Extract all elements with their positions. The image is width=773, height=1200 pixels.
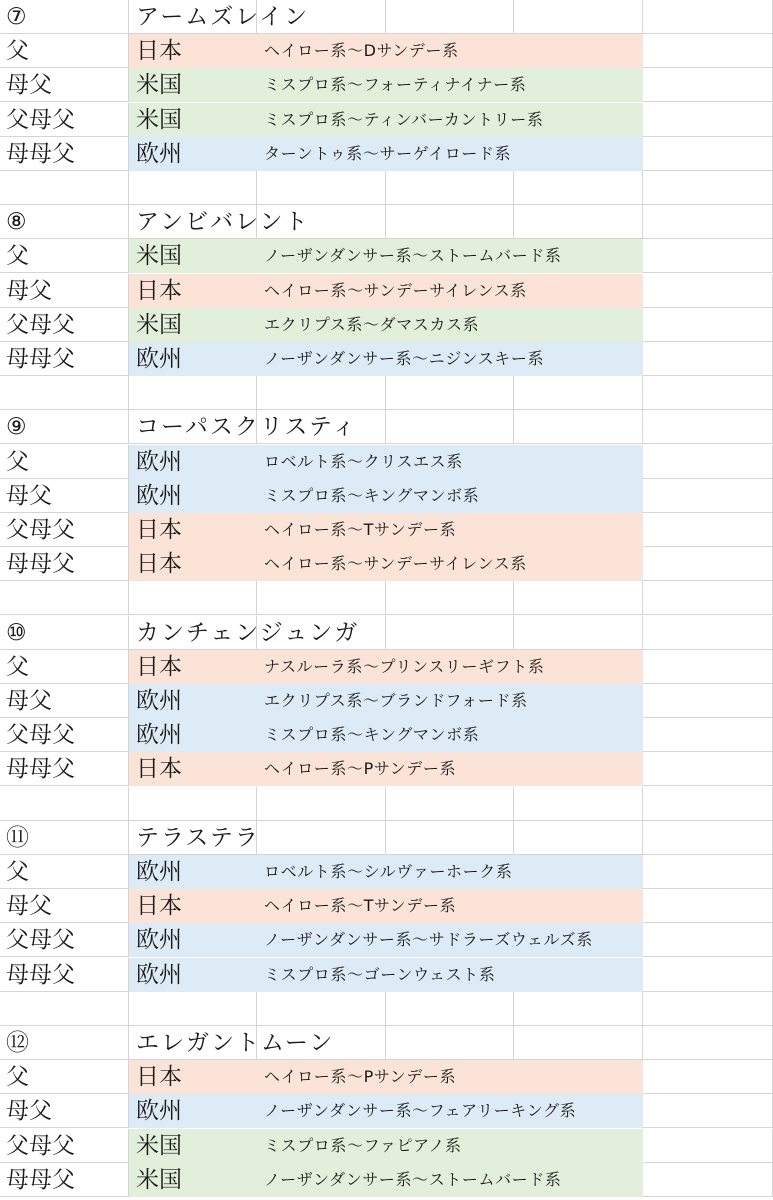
grid-cell[interactable] — [643, 616, 773, 650]
grid-cell[interactable] — [643, 787, 773, 821]
grid-cell[interactable] — [257, 821, 386, 855]
region-label: 米国 — [136, 72, 182, 98]
ancestor-label: 母父 — [6, 483, 52, 509]
horse-name: カンチェンジュンガ — [136, 620, 360, 646]
grid-cell[interactable] — [643, 68, 773, 102]
grid-cell[interactable] — [643, 137, 773, 171]
lineage-text: ターントゥ系〜サーゲイロード系 — [264, 144, 512, 163]
grid-cell[interactable] — [0, 171, 129, 205]
ancestor-label: 父 — [6, 654, 29, 680]
lineage-text: ノーザンダンサー系〜フェアリーキング系 — [264, 1101, 577, 1120]
grid-cell[interactable] — [643, 821, 773, 855]
ancestor-label: 父母父 — [6, 107, 75, 133]
horse-header-row — [0, 616, 773, 650]
region-label: 欧州 — [136, 346, 182, 372]
horse-header-row — [0, 1026, 773, 1060]
pedigree-row — [0, 239, 773, 273]
region-label: 欧州 — [136, 927, 182, 953]
grid-cell[interactable] — [257, 787, 386, 821]
pedigree-row — [0, 479, 773, 513]
grid-cell[interactable] — [129, 581, 257, 615]
region-label: 日本 — [136, 654, 182, 680]
grid-cell[interactable] — [514, 581, 643, 615]
lineage-text: ロベルト系〜クリスエス系 — [264, 452, 463, 471]
pedigree-row — [0, 137, 773, 171]
pedigree-row — [0, 68, 773, 102]
grid-cell[interactable] — [643, 992, 773, 1026]
pedigree-row — [0, 650, 773, 684]
region-label: 日本 — [136, 38, 182, 64]
pedigree-row — [0, 752, 773, 786]
ancestor-label: 母母父 — [6, 551, 75, 577]
pedigree-row — [0, 308, 773, 342]
grid-cell[interactable] — [643, 1163, 773, 1197]
ancestor-label: 父母父 — [6, 517, 75, 543]
horse-number: ⑧ — [6, 209, 27, 235]
region-label: 欧州 — [136, 859, 182, 885]
grid-cell[interactable] — [386, 616, 514, 650]
grid-cell[interactable] — [643, 239, 773, 273]
grid-cell[interactable] — [514, 1026, 643, 1060]
region-label: 米国 — [136, 243, 182, 269]
grid-cell[interactable] — [643, 308, 773, 342]
grid-cell[interactable] — [514, 0, 643, 34]
lineage-text: ミスプロ系〜ティンバーカントリー系 — [264, 110, 544, 129]
ancestor-label: 母母父 — [6, 346, 75, 372]
pedigree-row — [0, 1060, 773, 1094]
pedigree-row — [0, 342, 773, 376]
grid-cell[interactable] — [643, 650, 773, 684]
lineage-text: ノーザンダンサー系〜ストームバード系 — [264, 246, 562, 265]
grid-cell[interactable] — [643, 889, 773, 923]
lineage-text: ミスプロ系〜ファピアノ系 — [264, 1136, 462, 1155]
grid-cell[interactable] — [386, 1026, 514, 1060]
blank-row — [0, 992, 773, 1026]
blank-row — [0, 787, 773, 821]
region-label: 日本 — [136, 1064, 182, 1090]
blank-row — [0, 376, 773, 410]
grid-cell[interactable] — [643, 376, 773, 410]
region-label: 欧州 — [136, 962, 182, 988]
region-label: 欧州 — [136, 688, 182, 714]
grid-cell[interactable] — [514, 787, 643, 821]
lineage-text: ヘイロー系〜Tサンデー系 — [264, 520, 457, 539]
horse-header-row — [0, 821, 773, 855]
horse-number: ⑦ — [6, 4, 27, 30]
horse-name: エレガントムーン — [136, 1030, 335, 1056]
region-label: 日本 — [136, 551, 182, 577]
grid-cell[interactable] — [643, 958, 773, 992]
grid-cell[interactable] — [257, 376, 386, 410]
lineage-text: ヘイロー系〜Pサンデー系 — [264, 1067, 457, 1086]
horse-header-row — [0, 410, 773, 444]
horse-name: アンビバレント — [136, 209, 310, 235]
grid-cell[interactable] — [129, 376, 257, 410]
grid-cell[interactable] — [643, 684, 773, 718]
ancestor-label: 父母父 — [6, 312, 75, 338]
horse-number: ⑫ — [6, 1030, 29, 1056]
grid-cell[interactable] — [257, 581, 386, 615]
grid-cell[interactable] — [643, 513, 773, 547]
grid-cell[interactable] — [643, 1026, 773, 1060]
horse-number: ⑩ — [6, 620, 27, 646]
region-label: 米国 — [136, 1133, 182, 1159]
lineage-text: ミスプロ系〜フォーティナイナー系 — [264, 75, 527, 94]
horse-name: アームズレイン — [136, 4, 310, 30]
grid-cell[interactable] — [643, 855, 773, 889]
grid-cell[interactable] — [643, 34, 773, 68]
pedigree-row — [0, 855, 773, 889]
pedigree-row — [0, 274, 773, 308]
ancestor-label: 母父 — [6, 72, 52, 98]
grid-cell[interactable] — [129, 787, 257, 821]
blank-row — [0, 581, 773, 615]
lineage-text: ヘイロー系〜Pサンデー系 — [264, 759, 457, 778]
lineage-text: ヘイロー系〜サンデーサイレンス系 — [264, 281, 527, 300]
lineage-text: ノーザンダンサー系〜ストームバード系 — [264, 1170, 562, 1189]
lineage-text: ロベルト系〜シルヴァーホーク系 — [264, 862, 513, 881]
grid-cell[interactable] — [643, 923, 773, 957]
ancestor-label: 父 — [6, 38, 29, 64]
region-label: 日本 — [136, 893, 182, 919]
grid-cell[interactable] — [386, 581, 514, 615]
ancestor-label: 父 — [6, 449, 29, 475]
ancestor-label: 父母父 — [6, 1133, 75, 1159]
pedigree-row — [0, 684, 773, 718]
horse-header-row — [0, 205, 773, 239]
grid-cell[interactable] — [129, 171, 257, 205]
horse-header-row — [0, 0, 773, 34]
horse-name: コーパスクリスティ — [136, 414, 358, 440]
ancestor-label: 母母父 — [6, 962, 75, 988]
horse-number: ⑪ — [6, 825, 29, 851]
grid-cell[interactable] — [386, 376, 514, 410]
grid-cell[interactable] — [643, 1060, 773, 1094]
region-label: 欧州 — [136, 449, 182, 475]
ancestor-label: 母父 — [6, 278, 52, 304]
pedigree-row — [0, 1094, 773, 1128]
pedigree-row — [0, 1163, 773, 1197]
ancestor-label: 母父 — [6, 893, 52, 919]
grid-cell[interactable] — [643, 718, 773, 752]
grid-cell[interactable] — [386, 205, 514, 239]
grid-cell[interactable] — [643, 581, 773, 615]
region-label: 欧州 — [136, 141, 182, 167]
lineage-text: ミスプロ系〜キングマンボ系 — [264, 486, 480, 505]
region-label: 日本 — [136, 278, 182, 304]
pedigree-row — [0, 923, 773, 957]
grid-cell[interactable] — [643, 547, 773, 581]
grid-cell[interactable] — [257, 992, 386, 1026]
lineage-text: ミスプロ系〜キングマンボ系 — [264, 725, 480, 744]
grid-cell[interactable] — [514, 205, 643, 239]
grid-cell[interactable] — [0, 787, 129, 821]
grid-cell[interactable] — [643, 274, 773, 308]
grid-cell[interactable] — [0, 992, 129, 1026]
grid-cell[interactable] — [514, 992, 643, 1026]
horse-name: テラステラ — [136, 825, 260, 851]
grid-cell[interactable] — [643, 445, 773, 479]
ancestor-label: 父母父 — [6, 927, 75, 953]
region-label: 日本 — [136, 756, 182, 782]
lineage-text: ヘイロー系〜サンデーサイレンス系 — [264, 554, 527, 573]
ancestor-label: 母母父 — [6, 1167, 75, 1193]
grid-cell[interactable] — [514, 616, 643, 650]
grid-cell[interactable] — [643, 410, 773, 444]
ancestor-label: 父母父 — [6, 722, 75, 748]
grid-cell[interactable] — [643, 1129, 773, 1163]
grid-cell[interactable] — [386, 992, 514, 1026]
grid-cell[interactable] — [643, 752, 773, 786]
region-label: 欧州 — [136, 722, 182, 748]
pedigree-row — [0, 34, 773, 68]
ancestor-label: 母母父 — [6, 756, 75, 782]
grid-cell[interactable] — [514, 171, 643, 205]
grid-cell[interactable] — [257, 171, 386, 205]
grid-cell[interactable] — [386, 0, 514, 34]
ancestor-label: 父 — [6, 1064, 29, 1090]
ancestor-label: 父 — [6, 859, 29, 885]
lineage-text: エクリプス系〜ブランドフォード系 — [264, 691, 528, 710]
grid-cell[interactable] — [643, 479, 773, 513]
grid-cell[interactable] — [0, 581, 129, 615]
blank-row — [0, 171, 773, 205]
pedigree-row — [0, 547, 773, 581]
region-label: 米国 — [136, 1167, 182, 1193]
region-label: 欧州 — [136, 1098, 182, 1124]
pedigree-row — [0, 513, 773, 547]
ancestor-label: 母父 — [6, 688, 52, 714]
ancestor-label: 父 — [6, 243, 29, 269]
grid-cell[interactable] — [386, 821, 514, 855]
lineage-text: エクリプス系〜ダマスカス系 — [264, 315, 480, 334]
pedigree-row — [0, 718, 773, 752]
lineage-text: ミスプロ系〜ゴーンウェスト系 — [264, 965, 496, 984]
ancestor-label: 母母父 — [6, 141, 75, 167]
grid-cell[interactable] — [643, 103, 773, 137]
grid-cell[interactable] — [643, 205, 773, 239]
lineage-text: ナスルーラ系〜プリンスリーギフト系 — [264, 657, 545, 676]
grid-cell[interactable] — [514, 821, 643, 855]
region-label: 米国 — [136, 107, 182, 133]
lineage-text: ノーザンダンサー系〜サドラーズウェルズ系 — [264, 930, 593, 949]
pedigree-row — [0, 445, 773, 479]
lineage-text: ヘイロー系〜Dサンデー系 — [264, 41, 459, 60]
grid-cell[interactable] — [386, 171, 514, 205]
ancestor-label: 母父 — [6, 1098, 52, 1124]
lineage-text: ノーザンダンサー系〜ニジンスキー系 — [264, 349, 545, 368]
grid-cell[interactable] — [514, 376, 643, 410]
grid-cell[interactable] — [514, 410, 643, 444]
grid-cell[interactable] — [129, 992, 257, 1026]
pedigree-row — [0, 1129, 773, 1163]
horse-number: ⑨ — [6, 414, 27, 440]
grid-cell[interactable] — [386, 787, 514, 821]
grid-cell[interactable] — [643, 342, 773, 376]
grid-cell[interactable] — [0, 376, 129, 410]
region-label: 日本 — [136, 517, 182, 543]
grid-cell[interactable] — [643, 0, 773, 34]
grid-cell[interactable] — [643, 1094, 773, 1128]
region-label: 欧州 — [136, 483, 182, 509]
lineage-text: ヘイロー系〜Tサンデー系 — [264, 896, 457, 915]
grid-cell[interactable] — [643, 171, 773, 205]
pedigree-row — [0, 958, 773, 992]
grid-cell[interactable] — [386, 410, 514, 444]
pedigree-row — [0, 103, 773, 137]
pedigree-row — [0, 889, 773, 923]
region-label: 米国 — [136, 312, 182, 338]
